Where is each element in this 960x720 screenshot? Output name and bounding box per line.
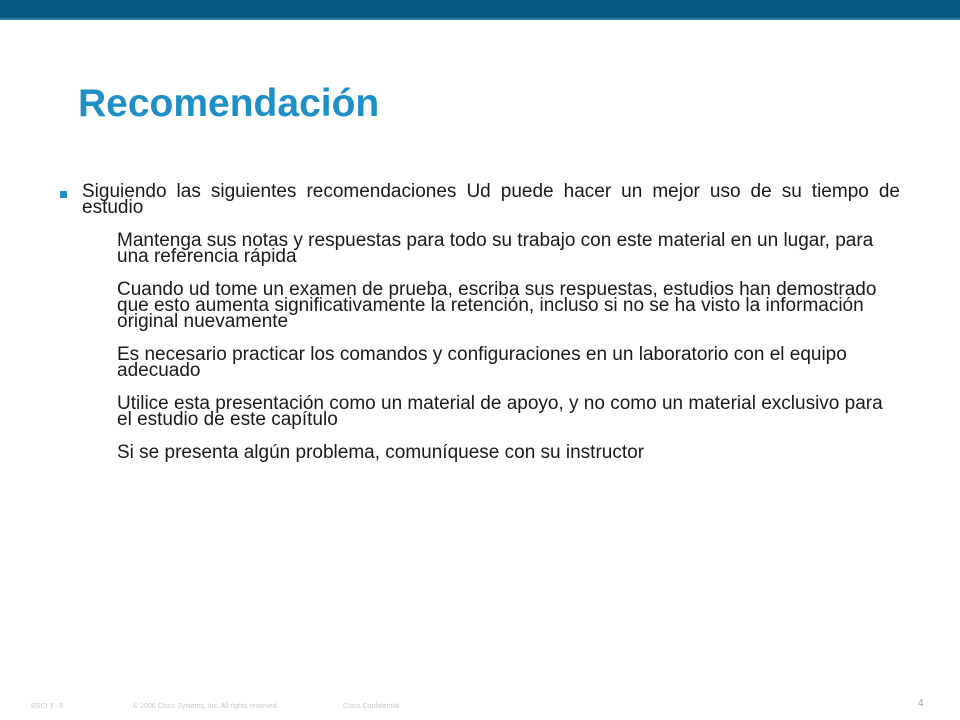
main-bullet-text: Siguiendo las siguientes recomendaciones Ud puede hacer un mejor uso de su tiempo de estudio — [82, 181, 900, 218]
slide-footer — [0, 700, 960, 716]
sub-bullet-item: Si se presenta algún problema, comuníquese con su instructor — [117, 442, 645, 463]
page-number: 4 — [918, 698, 924, 709]
sub-bullet-item: Es necesario practicar los comandos y configuraciones en un laboratorio con el equipo adecuado — [117, 344, 847, 381]
header-band-line — [0, 18, 960, 20]
sub-bullet-item: Mantenga sus notas y respuestas para todo su trabajo con este material en un lugar, para una referencia rápida — [117, 230, 874, 267]
slide-title: Recomendación — [78, 82, 380, 125]
footer-course: BSCI 3 - 5 — [31, 703, 64, 710]
slide-content — [60, 181, 900, 478]
main-bullet — [60, 181, 900, 218]
sub-bullet-item: Utilice esta presentación como un material de apoyo, y no como un material exclusivo para el estudio de este capítulo — [117, 393, 883, 430]
footer-confidential: Cisco Confidential — [343, 703, 400, 710]
header-band — [0, 0, 960, 18]
sub-bullet-item: Cuando ud tome un examen de prueba, escriba sus respuestas, estudios han demostrado que esto aumenta significativamente la retención, incluso si no se ha visto la información original nuevamente — [117, 279, 877, 332]
square-bullet-icon — [60, 191, 67, 198]
footer-copyright: © 2006 Cisco Systems, Inc. All rights reserved. — [133, 703, 279, 710]
sub-bullet-list — [117, 230, 901, 463]
